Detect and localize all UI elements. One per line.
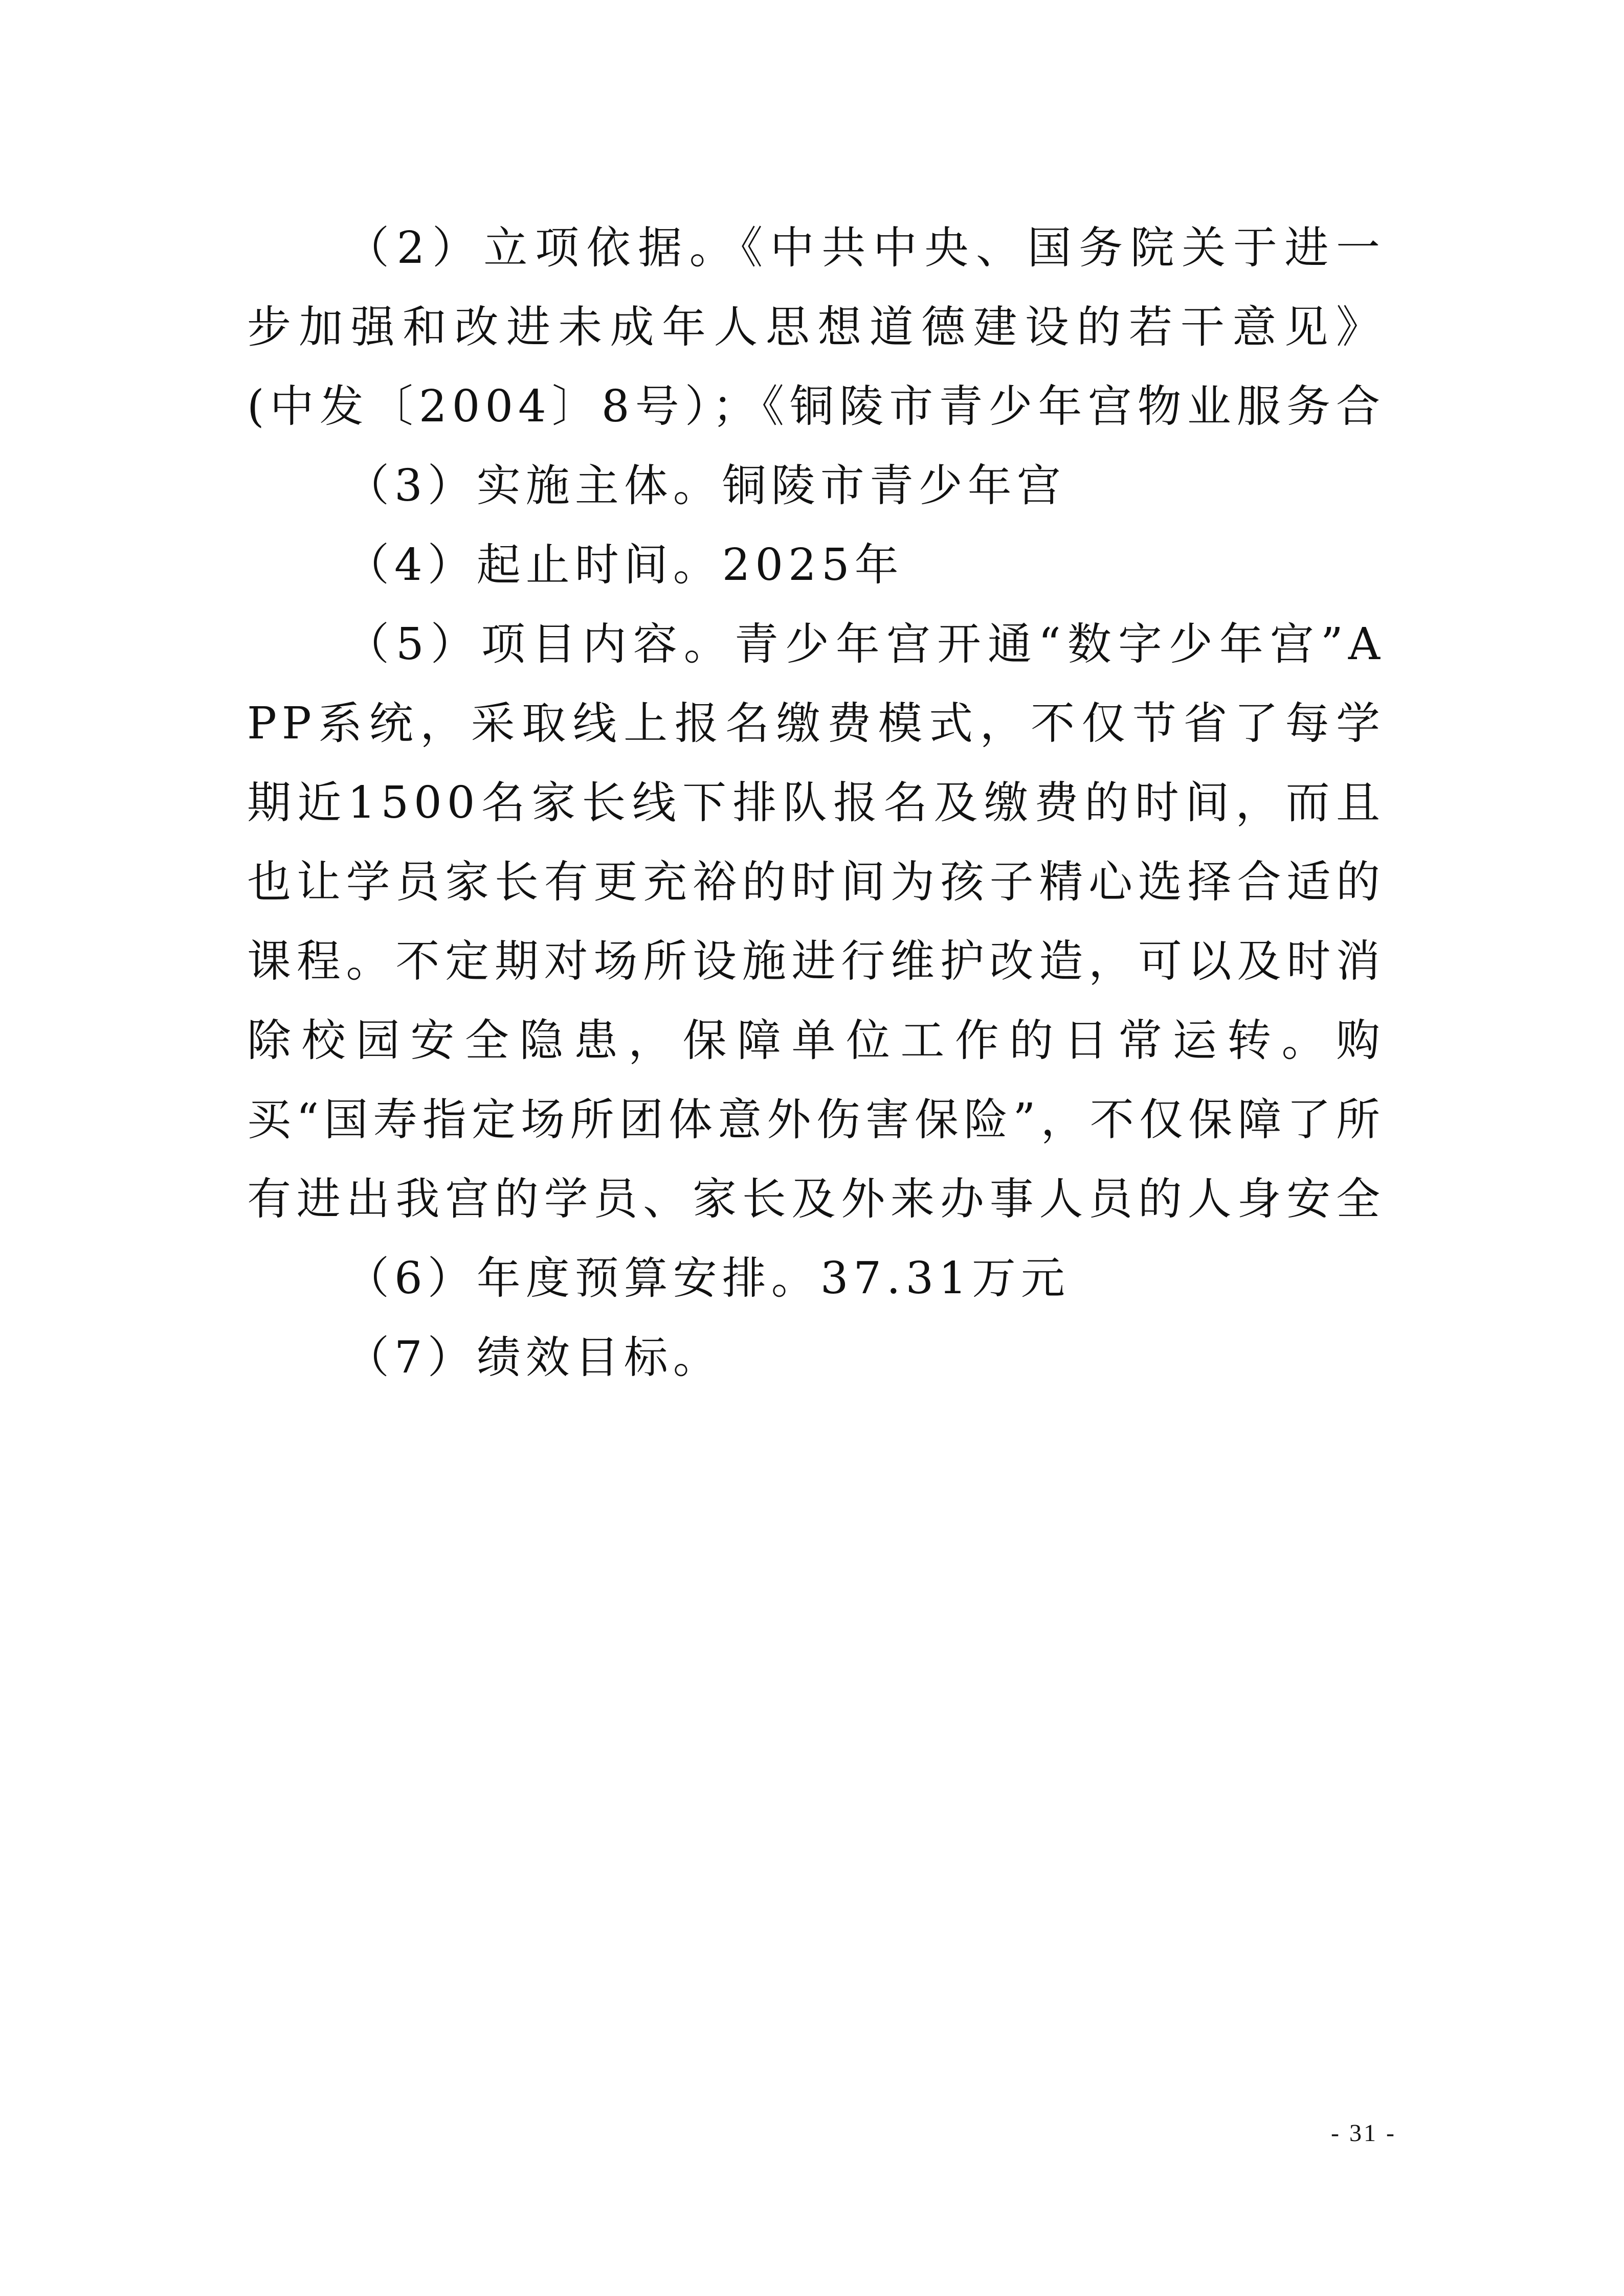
page-number: - 31 - bbox=[1331, 2120, 1396, 2147]
paragraph-performance-goals: （7）绩效目标。 bbox=[345, 1332, 722, 1383]
paragraph-project-basis: （2）立项依据。《中共中央、国务院关于进一步加强和改进未成年人思想道德建设的若干意见》(中发〔2004〕8号）；《铜陵市青少年宫物业服务合 bbox=[247, 222, 1385, 432]
paragraph-time-period: （4）起止时间。2025年 bbox=[345, 539, 904, 591]
paragraph-annual-budget: （6）年度预算安排。37.31万元 bbox=[345, 1253, 1070, 1304]
paragraph-project-content: （5）项目内容。青少年宫开通“数字少年宫”APP系统，采取线上报名缴费模式，不仅节省了每学期近1500名家长线下排队报名及缴费的时间，而且也让学员家长有更充裕的时间为孩子精心选择合适的课程。不定期对场所设施进行维护改造，可以及时消除校园安全隐患，保障单位工作的日常运转。购买“国寿指定场所团体意外伤害保险”，不仅保障了所有进出我宫的学员、家长及外来办事人员的人身安全 bbox=[247, 619, 1385, 1225]
document-body bbox=[247, 209, 1385, 1398]
paragraph-implementing-entity: （3）实施主体。铜陵市青少年宫 bbox=[345, 460, 1066, 511]
